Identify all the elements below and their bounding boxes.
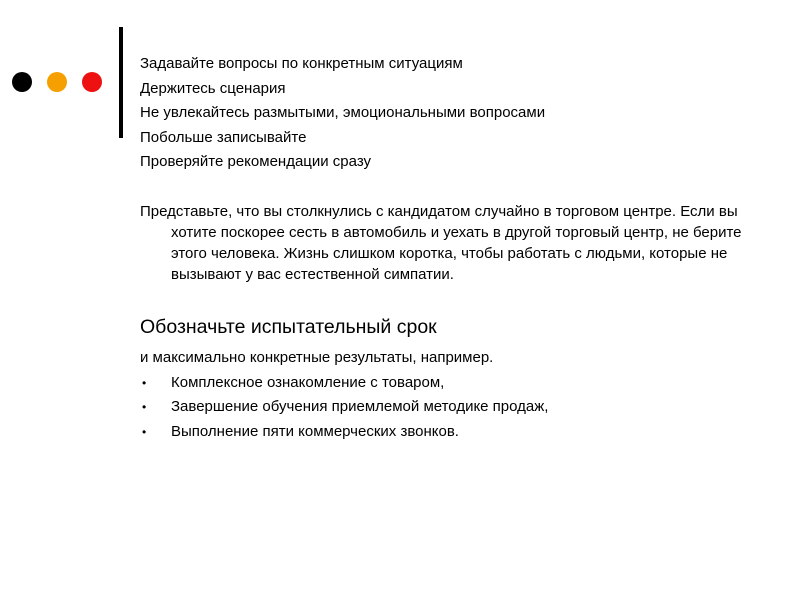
tip-item: Побольше записывайте — [140, 128, 307, 146]
result-text: Завершение обучения приемлемой методике продаж, — [171, 398, 549, 416]
result-item — [140, 395, 760, 420]
section-subtitle: и максимально конкретные результаты, например. — [140, 348, 494, 366]
result-item — [140, 420, 760, 445]
scenario-paragraph: Представьте, что вы столкнулись с кандидатом случайно в торговом центре. Если вы хотите поскорее сесть в автомобиль и уехать в другой торговый центр, не берите этого человека. Жизнь слишком коротка, чтобы работать с людьми, которые не вызывают у вас естественной симпатии. — [140, 202, 742, 284]
tips-list — [140, 52, 760, 175]
red-dot-icon — [82, 72, 102, 92]
tip-item: Не увлекайтесь размытыми, эмоциональными вопросами — [140, 104, 546, 121]
slide-content — [140, 52, 760, 444]
tip-item: Держитесь сценария — [140, 79, 286, 97]
bullet-icon: • — [142, 400, 147, 415]
results-list — [140, 371, 760, 445]
vertical-divider — [119, 27, 123, 138]
tip-item: Проверяйте рекомендации сразу — [140, 153, 372, 170]
bullet-icon: • — [142, 424, 147, 439]
tip-item: Задавайте вопросы по конкретным ситуациям — [140, 55, 463, 72]
section-heading: Обозначьте испытательный срок — [140, 315, 437, 338]
result-text: Выполнение пяти коммерческих звонков. — [171, 422, 459, 440]
result-item — [140, 371, 760, 396]
orange-dot-icon — [47, 72, 67, 92]
decor-dots — [12, 72, 102, 94]
result-text: Комплексное ознакомление с товаром, — [171, 373, 445, 391]
bullet-icon: • — [142, 375, 147, 390]
black-dot-icon — [12, 72, 32, 92]
